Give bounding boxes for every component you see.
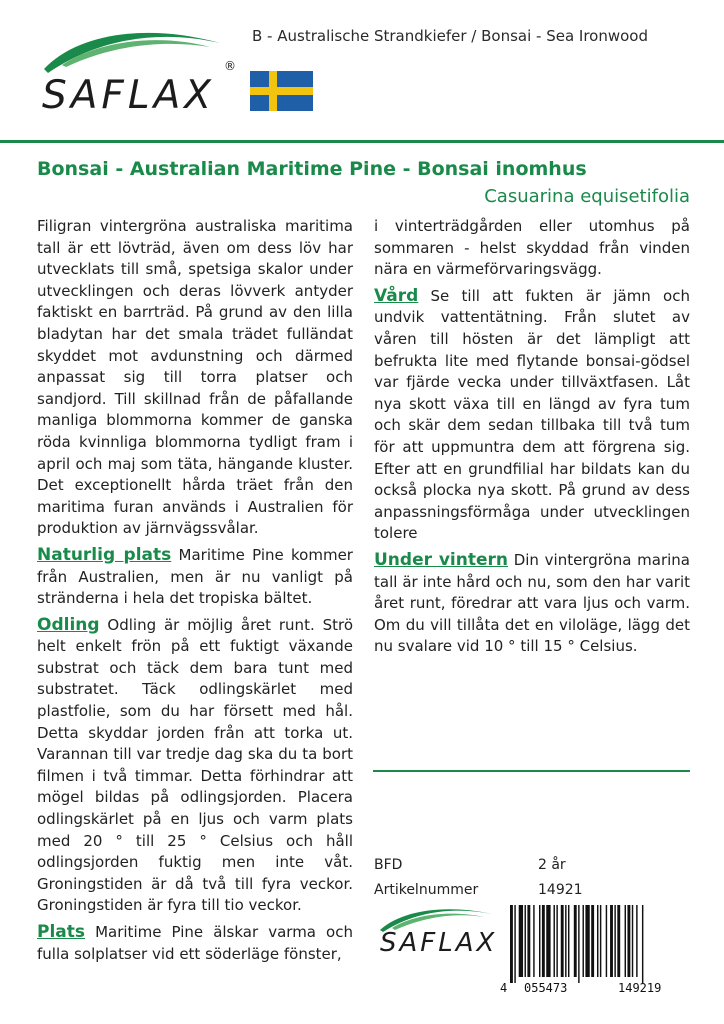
barcode-bar [591,905,594,977]
saflax-logo [38,25,248,125]
bfd-value: 2 år [538,857,566,873]
registered-mark: ® [224,59,236,73]
barcode-bar [583,905,584,977]
plats-section [37,922,353,965]
barcode-bar [636,905,637,977]
barcode-bar [600,905,601,977]
barcode-bar [561,905,564,977]
logo-wordmark: SAFLAX [42,73,215,118]
barcode-bar [625,905,626,977]
barcode-bar [527,905,530,977]
barcode-bar [556,905,557,977]
barcode-bar [510,905,513,983]
barcode-bar [642,905,643,983]
barcode-bar [627,905,630,977]
vard-text: Se till att fukten är jämn och undvik vattentätning. Från slutet av våren till hösten är det lämpligt att befrukta lite med flytande bonsai-gödsel var fjärde vecka under tillväxtfasen. Låt nya skott växa till en längd av fyra tum och skär dem sedan tillbaka till två tum för att uppmuntra dem att förgrena sig. Efter att en grundfilial har bildats kan du också plocka nya skott. På grund av dess anpassningsförmåga under utvecklingen tolere [374,286,690,543]
product-title: Bonsai - Australian Maritime Pine - Bonsai inomhus [37,158,587,180]
plats-heading: Plats [37,922,86,942]
flag-cross-horizontal [250,87,313,95]
barcode-bar [539,905,540,977]
vard-heading: Vård [374,285,419,306]
barcode-bar [614,905,615,977]
naturlig-plats-heading: Naturlig plats [37,544,172,565]
barcode-bar [574,905,577,977]
right-column [374,216,690,663]
saflax-footer-logo [376,904,506,974]
vinter-section [374,550,690,658]
odling-heading: Odling [37,614,100,635]
barcode-bar [525,905,526,977]
barcode-right-digits: 149219 [618,981,662,995]
barcode-bar [578,905,579,983]
barcode-bar [597,905,598,977]
flag-cross-vertical [269,71,277,111]
odling-text: Odling är möjlig året runt. Strö helt enkelt frön på ett fuktigt växande substrat och täck dem bara tunt med substratet. Täck odlingskärlet med plastfolie, som du har försett med hål. Detta skyddar jorden från att torka ut. Varannan till var tredje dag ska du ta bort filmen i två timmar. Detta förhindrar att mögel bildas på odlingsjorden. Placera odlingskärlet på en ljus och varm plats med 20 ° till 25 ° Celsius och håll odlingsjorden fuktig men inte våt. Groningstiden är då två till fyra veckor. Groningstiden är fyra till tio veckor. [37,615,353,915]
naturlig-plats-text: Maritime Pine kommer från Australien, men är nu vanligt på stränderna i hela det tropiska bältet. [37,545,353,608]
sweden-flag-icon [250,71,313,111]
naturlig-plats-section [37,545,353,610]
plats-continued: i vinterträdgården eller utomhus på sommaren - helst skyddad från vinden nära en värmeförvaringsvägg. [374,217,690,279]
vard-section [374,286,690,545]
vinter-text: Din vintergröna marina tall är inte hård och nu, som den har varit året runt, föredrar att vara ljus och varm. Om du vill tillåta det en viloläge, lägg det nu svalare vid 10 ° till 15 ° Celsius. [374,550,690,656]
barcode-bar [617,905,620,977]
left-column [37,216,353,970]
footer-logo-wordmark: SAFLAX [380,928,498,958]
barcode [500,905,690,997]
header-divider [0,140,724,143]
odling-section [37,615,353,917]
barcode-bar [542,905,545,977]
latin-name: Casuarina equisetifolia [484,186,690,207]
barcode-bar [585,905,589,977]
barcode-bar [565,905,566,977]
bfd-label: BFD [374,857,403,873]
barcode-first-digit: 4 [500,981,508,995]
barcode-bar [568,905,569,977]
header-product-line: B - Australische Strandkiefer / Bonsai - Sea Ironwood [252,27,648,45]
barcode-bar [554,905,555,977]
footer-divider [373,770,690,772]
barcode-bar [606,905,607,977]
article-number-label: Artikelnummer [374,882,479,898]
barcode-bar [610,905,613,977]
article-number-value: 14921 [538,882,583,898]
barcode-bar [519,905,523,977]
barcode-bars [500,905,690,983]
barcode-bar [632,905,633,977]
vinter-heading: Under vintern [374,549,508,570]
barcode-bar [546,905,550,977]
plats-text: Maritime Pine älskar varma och fulla solplatser vid ett söderläge fönster, [37,923,353,963]
barcode-bar [514,905,515,983]
barcode-bar [533,905,534,977]
intro-paragraph: Filigran vintergröna australiska maritima tall är ett lövträd, även om dess löv har utvecklats till små, spetsiga skalor under utvecklingen och deras lövverk antyder faktiskt en barrträd. På grund av den lilla bladytan har det smala trädet fulländat skyddet mot avdunstning och därmed anpassat sig till torra platser och sandjord. Till skillnad från de påfallande manliga blommorna kommer de ganska röda kvinnliga blommorna tydligt fram i april och maj som täta, hängande kluster. Det exceptionellt hårda träet från den maritima furan används i Australien för produktion av järnvägssvålar. [37,217,353,538]
barcode-left-digits: 055473 [524,981,568,995]
